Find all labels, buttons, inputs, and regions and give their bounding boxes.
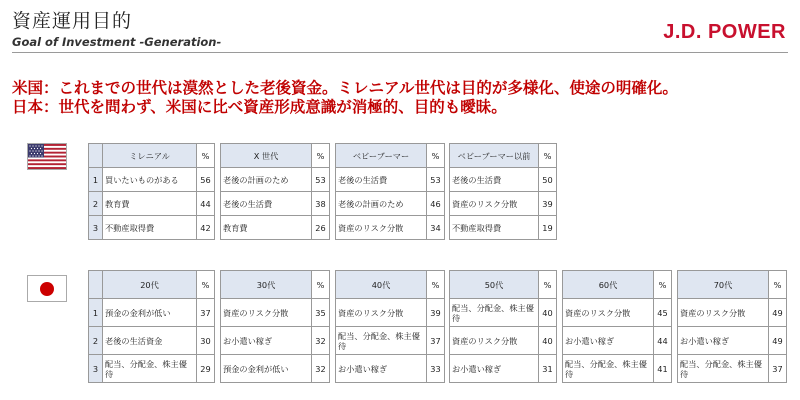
table-cell-percent: 40 [539,299,557,327]
table-cell-percent: 50 [539,168,557,192]
rank-cell: 3 [89,216,103,240]
us-flag-icon [27,143,67,170]
percent-header: % [312,144,330,168]
table-header: 20代 [103,271,197,299]
table-cell-percent: 37 [197,299,215,327]
table-header: X 世代 [221,144,312,168]
table-cell-percent: 39 [539,192,557,216]
table-cell-item: 資産のリスク分散 [450,192,539,216]
japan-flag-icon [27,275,67,302]
table-cell-percent: 32 [312,355,330,383]
us-table-pre-boomer [449,143,557,240]
jp-table-40s [335,270,445,383]
jp-table-70s [677,270,787,383]
table-cell-item: 資産のリスク分散 [678,299,769,327]
table-cell-item: 老後の生活費 [336,168,427,192]
us-summary-message: 米国：これまでの世代は漠然とした老後資金。ミレニアル世代は目的が多様化、使途の明確化。 [12,79,678,97]
percent-header: % [197,271,215,299]
jp-table-60s [562,270,672,383]
table-cell-item: 老後の生活費 [221,192,312,216]
percent-header: % [539,271,557,299]
table-cell-percent: 30 [197,327,215,355]
percent-header: % [769,271,787,299]
table-cell-percent: 45 [654,299,672,327]
table-header: 30代 [221,271,312,299]
table-cell-item: 配当、分配金、株主優待 [678,355,769,383]
table-cell-percent: 32 [312,327,330,355]
table-cell-percent: 40 [539,327,557,355]
jp-table-20s [88,270,215,383]
table-header: ベビーブーマー [336,144,427,168]
table-cell-percent: 44 [197,192,215,216]
table-cell-percent: 37 [769,355,787,383]
rank-cell: 3 [89,355,103,383]
table-cell-percent: 38 [312,192,330,216]
table-cell-percent: 39 [427,299,445,327]
table-cell-percent: 34 [427,216,445,240]
table-cell-percent: 53 [312,168,330,192]
table-cell-percent: 37 [427,327,445,355]
jp-table-30s [220,270,330,383]
us-flag-graphic [28,144,66,169]
rank-cell: 1 [89,299,103,327]
jd-power-logo: J.D. POWER [663,21,786,43]
rank-cell: 1 [89,168,103,192]
table-cell-percent: 42 [197,216,215,240]
table-cell-item: お小遣い稼ぎ [678,327,769,355]
rank-cell: 2 [89,192,103,216]
percent-header: % [312,271,330,299]
table-cell-item: 教育費 [221,216,312,240]
table-cell-percent: 26 [312,216,330,240]
table-cell-item: 預金の金利が低い [221,355,312,383]
table-cell-item: 資産のリスク分散 [450,327,539,355]
table-cell-item: 資産のリスク分散 [336,216,427,240]
table-cell-item: 資産のリスク分散 [563,299,654,327]
table-cell-percent: 53 [427,168,445,192]
table-cell-item: 預金の金利が低い [103,299,197,327]
percent-header: % [654,271,672,299]
table-cell-percent: 46 [427,192,445,216]
table-cell-item: 老後の計画のため [221,168,312,192]
table-cell-percent: 49 [769,327,787,355]
table-cell-item: 教育費 [103,192,197,216]
table-header: ベビーブーマー以前 [450,144,539,168]
table-cell-percent: 31 [539,355,557,383]
table-cell-percent: 19 [539,216,557,240]
table-cell-item: 不動産取得費 [450,216,539,240]
table-header: ミレニアル [103,144,197,168]
table-cell-item: 配当、分配金、株主優待 [336,327,427,355]
table-header: 70代 [678,271,769,299]
page-subtitle: Goal of Investment -Generation- [12,35,222,49]
percent-header: % [427,271,445,299]
table-cell-percent: 29 [197,355,215,383]
rank-header-cell [89,271,103,299]
table-cell-percent: 35 [312,299,330,327]
japan-summary-message: 日本：世代を問わず、米国に比べ資産形成意識が消極的、目的も曖昧。 [12,98,507,116]
rank-header-cell [89,144,103,168]
table-header: 50代 [450,271,539,299]
table-cell-item: 配当、分配金、株主優待 [103,355,197,383]
table-cell-item: 配当、分配金、株主優待 [450,299,539,327]
rank-cell: 2 [89,327,103,355]
table-cell-item: お小遣い稼ぎ [336,355,427,383]
table-cell-item: 老後の計画のため [336,192,427,216]
us-table-baby-boomer [335,143,445,240]
percent-header: % [197,144,215,168]
table-cell-item: お小遣い稼ぎ [450,355,539,383]
us-table-gen-x [220,143,330,240]
table-cell-item: 買いたいものがある [103,168,197,192]
table-header: 60代 [563,271,654,299]
table-cell-percent: 44 [654,327,672,355]
table-cell-item: 不動産取得費 [103,216,197,240]
table-cell-percent: 49 [769,299,787,327]
percent-header: % [427,144,445,168]
header-divider [12,52,788,53]
page-title: 資産運用目的 [12,10,133,32]
table-cell-item: お小遣い稼ぎ [563,327,654,355]
table-cell-item: 配当、分配金、株主優待 [563,355,654,383]
jp-table-50s [449,270,557,383]
table-cell-item: 資産のリスク分散 [336,299,427,327]
table-cell-percent: 41 [654,355,672,383]
us-table-millennial [88,143,215,240]
japan-flag-disc [40,282,54,296]
table-cell-item: お小遣い稼ぎ [221,327,312,355]
table-cell-percent: 56 [197,168,215,192]
table-cell-percent: 33 [427,355,445,383]
percent-header: % [539,144,557,168]
table-cell-item: 老後の生活資金 [103,327,197,355]
table-cell-item: 老後の生活費 [450,168,539,192]
table-cell-item: 資産のリスク分散 [221,299,312,327]
table-header: 40代 [336,271,427,299]
